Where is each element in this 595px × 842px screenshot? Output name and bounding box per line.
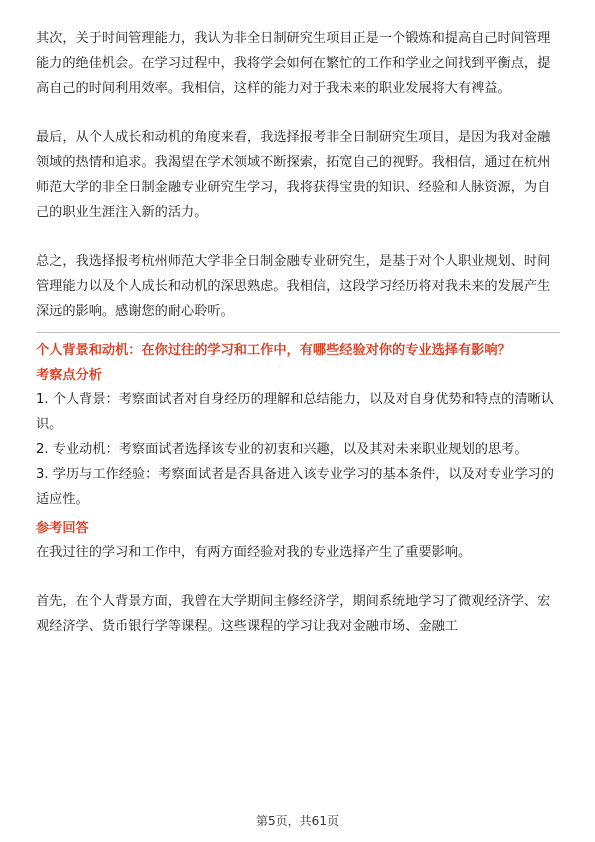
analysis-item: 1. 个人背景：考察面试者对自身经历的理解和总结能力，以及对自身优势和特点的清晰认识。 xyxy=(36,392,554,432)
document-page xyxy=(36,26,560,639)
answer-intro: 在我过往的学习和工作中，有两方面经验对我的专业选择产生了重要影响。 xyxy=(36,545,472,560)
answer-title: 参考回答 xyxy=(36,521,89,536)
analysis-item: 2. 专业动机：考察面试者选择该专业的初衷和兴趣，以及其对未来职业规划的思考。 xyxy=(36,442,528,457)
question-heading: 个人背景和动机：在你过往的学习和工作中，有哪些经验对你的专业选择有影响？ xyxy=(36,343,511,358)
section-divider xyxy=(36,332,560,333)
paragraph-conclusion: 总之，我选择报考杭州师范大学非全日制金融专业研究生，是基于对个人职业规划、时间管理能力以及个人成长和动机的深思熟虑。我相信，这段学习经历将对我未来的发展产生深远的影响。感谢您的耐心聆听。 xyxy=(36,254,551,319)
paragraph-time-management: 其次，关于时间管理能力，我认为非全日制研究生项目正是一个锻炼和提高自己时间管理能力的绝佳机会。在学习过程中，我将学会如何在繁忙的工作和学业之间找到平衡点，提高自己的时间利用效率。我相信，这样的能力对于我未来的职业发展将大有裨益。 xyxy=(36,31,551,96)
answer-body: 首先，在个人背景方面，我曾在大学期间主修经济学，期间系统地学习了微观经济学、宏观经济学、货币银行学等课程。这些课程的学习让我对金融市场、金融工 xyxy=(36,594,551,634)
analysis-item: 3. 学历与工作经验：考察面试者是否具备进入该专业学习的基本条件，以及对专业学习的适应性。 xyxy=(36,467,554,507)
page-number: 第5页，共61页 xyxy=(256,814,339,828)
paragraph-personal-growth: 最后，从个人成长和动机的角度来看，我选择报考非全日制研究生项目，是因为我对金融领域的热情和追求。我渴望在学术领域不断探索，拓宽自己的视野。我相信，通过在杭州师范大学的非全日制金融专业研究生学习，我将获得宝贵的知识、经验和人脉资源，为自己的职业生涯注入新的活力。 xyxy=(36,130,551,220)
analysis-title: 考察点分析 xyxy=(36,368,102,383)
